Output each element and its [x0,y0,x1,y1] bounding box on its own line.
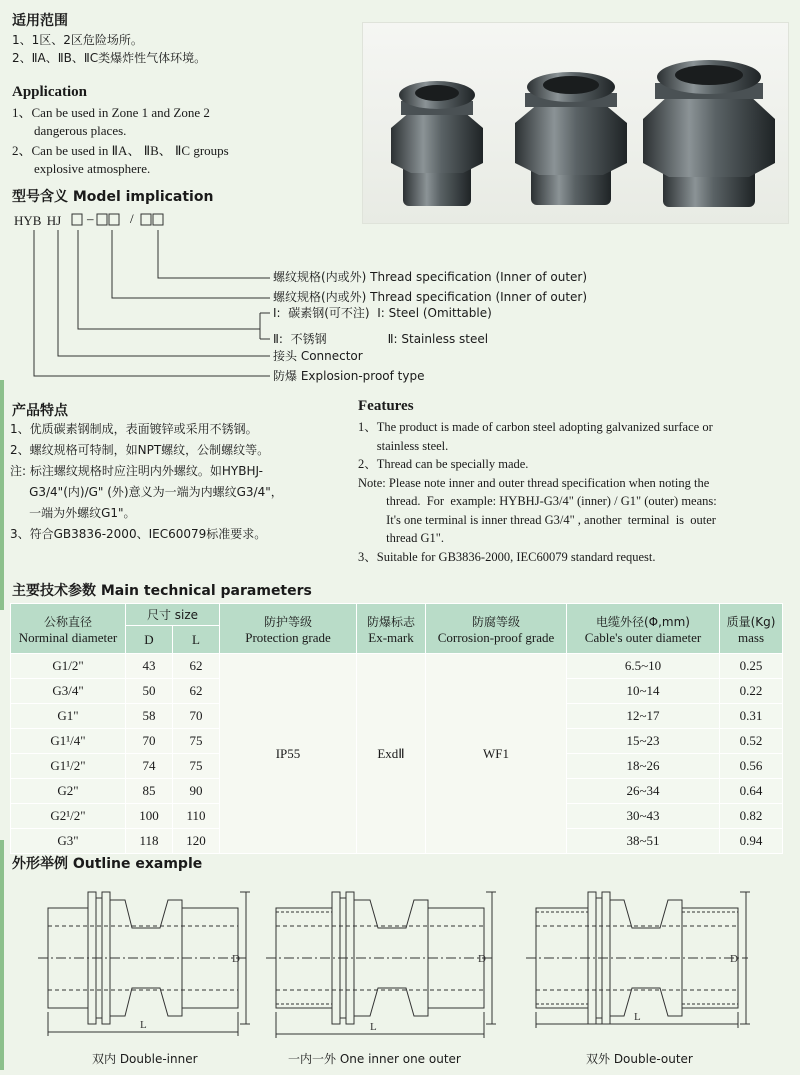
outline-title: 外形举例 Outline example [12,856,203,872]
cell-l: 75 [173,729,220,754]
application-cn-title: 适用范围 [12,13,68,29]
cell-l: 110 [173,804,220,829]
header-exmark-cn: 防爆标志 [366,614,415,629]
table-row [11,654,783,679]
caption-double-outer: 双外 Double-outer [586,1052,693,1066]
model-line: Ⅰ: 碳素钢(可不注) Ⅰ: Steel (Omittable) [273,306,492,320]
cell-mass: 0.94 [720,829,783,854]
cell-cable: 26~34 [567,779,720,804]
cell-cable: 10~14 [567,679,720,704]
features-cn-line: 1、优质碳素钢制成，表面镀锌或采用不锈钢。 [10,422,258,436]
cell-nominal: G1¹/2" [11,754,126,779]
features-en-list [358,418,788,566]
cell-l: 62 [173,679,220,704]
cell-nominal: G3" [11,829,126,854]
features-en-line: stainless steel. [358,438,449,453]
features-cn-list [10,420,350,543]
dim-d-label: D [232,953,240,965]
cell-l: 62 [173,654,220,679]
code-slash: / [130,211,134,226]
cell-mass: 0.22 [720,679,783,704]
params-title: 主要技术参数 Main technical parameters [12,583,312,599]
cell-d: 118 [126,829,173,854]
cell-nominal: G1" [11,704,126,729]
header-nominal-cn: 公称直径 [43,614,92,629]
product-photo [362,22,789,224]
features-cn-line: 注: 标注螺纹规格时应注明内外螺纹。如HYBHJ- [10,464,263,478]
code-hj: HJ [46,213,62,228]
cell-d: 74 [126,754,173,779]
dim-l-label: L [370,1021,377,1033]
cell-d: 70 [126,729,173,754]
col-l: L [173,626,220,654]
application-en-title: Application [12,84,88,100]
application-en-item: 1、Can be used in Zone 1 and Zone 2 [12,105,210,120]
features-cn-line: 2、螺纹规格可特制，如NPT螺纹，公制螺纹等。 [10,443,270,457]
header-mass-cn: 质量(Kg) [726,614,776,629]
cell-cable: 30~43 [567,804,720,829]
model-line: 螺纹规格(内或外) Thread specification (Inner of outer) [273,290,588,304]
caption-inner-outer: 一内一外 One inner one outer [288,1052,461,1066]
cell-nominal: G1/2" [11,654,126,679]
dim-l-label: L [634,1011,641,1023]
code-box [109,214,119,225]
features-en-line: thread G1". [358,531,444,545]
cell-nominal: G1¹/4" [11,729,126,754]
cell-l: 90 [173,779,220,804]
features-en-line: Note: Please note inner and outer thread specification when noting the [358,475,710,490]
cell-mass: 0.31 [720,704,783,729]
cell-exmark: ExdⅡ [357,654,426,854]
col-cable [567,604,720,654]
accent-bar [0,380,4,610]
header-corrosion-cn: 防腐等级 [471,614,520,629]
cell-cable: 6.5~10 [567,654,720,679]
cell-mass: 0.64 [720,779,783,804]
features-en-title: Features [358,398,414,414]
header-cable-en: Cable's outer diameter [584,629,702,645]
cell-d: 58 [126,704,173,729]
cell-mass: 0.56 [720,754,783,779]
fitting-medium [515,72,627,205]
application-cn-item: 2、ⅡA、ⅡB、ⅡC类爆炸性气体环境。 [12,51,207,65]
header-protection-cn: 防护等级 [263,614,312,629]
cell-mass: 0.82 [720,804,783,829]
col-size [126,604,220,626]
dim-d-label: D [730,953,738,965]
col-protection [220,604,357,654]
header-mass-en: mass [738,629,764,645]
cell-mass: 0.52 [720,729,783,754]
application-en-item: explosive atmosphere. [34,161,151,176]
application-en-item: dangerous places. [34,123,127,138]
code-prefix: HYB [14,213,42,228]
params-table [10,603,783,854]
features-en-line: 1、The product is made of carbon steel adopting galvanized surface or [358,420,713,434]
cell-cable: 38~51 [567,829,720,854]
features-en-line: thread. For example: HYBHJ-G3/4" (inner) / G1" (outer) means: [358,494,717,508]
code-box [72,214,82,225]
cell-cable: 18~26 [567,754,720,779]
header-size: 尺寸 size [146,607,199,622]
features-cn-title: 产品特点 [12,403,68,419]
cell-d: 100 [126,804,173,829]
cell-corrosion: WF1 [426,654,567,854]
cell-d: 85 [126,779,173,804]
features-cn-line: 一端为外螺纹G1"。 [10,506,136,520]
code-box [97,214,107,225]
features-en-line: 3、Suitable for GB3836-2000, IEC60079 standard request. [358,549,656,564]
model-title: 型号含义 Model implication [12,189,214,205]
cell-d: 50 [126,679,173,704]
fitting-small [391,81,483,206]
header-cable-cn: 电缆外径(Φ,mm) [595,614,690,629]
cell-nominal: G2" [11,779,126,804]
application-cn-item: 1、1区、2区危险场所。 [12,33,143,47]
col-nominal [11,604,126,654]
cell-l: 70 [173,704,220,729]
cell-nominal: G3/4" [11,679,126,704]
model-line: 螺纹规格(内或外) Thread specification (Inner of outer) [273,270,588,284]
dim-d-label: D [478,953,486,965]
code-box [141,214,151,225]
outline-inner-outer [266,892,496,1038]
dim-l-label: L [140,1019,147,1031]
features-cn-line: 3、符合GB3836-2000、IEC60079标准要求。 [10,527,267,541]
col-corrosion [426,604,567,654]
features-en-line: It's one terminal is inner thread G3/4" , another terminal is outer [358,512,716,527]
header-protection-en: Protection grade [245,629,331,645]
fittings-image [363,23,788,223]
cell-protection: IP55 [220,654,357,854]
model-line: 防爆 Explosion-proof type [273,369,425,383]
features-cn-line: G3/4"(内)/G" (外)意义为一端为内螺纹G3/4"， [10,485,283,499]
caption-double-inner: 双内 Double-inner [92,1052,198,1066]
header-corrosion-en: Corrosion-proof grade [437,629,555,645]
features-en-line: 2、Thread can be specially made. [358,457,529,471]
cell-d: 43 [126,654,173,679]
outline-double-outer [526,892,750,1028]
cell-mass: 0.25 [720,654,783,679]
outline-double-inner [38,892,250,1036]
header-nominal-en: Norminal diameter [18,629,118,645]
model-line: Ⅱ: 不锈钢 Ⅱ: Stainless steel [273,332,489,346]
cell-l: 120 [173,829,220,854]
model-line: 接头 Connector [273,349,363,363]
outline-drawings [0,878,800,1048]
code-dash: – [87,211,94,226]
cell-nominal: G2¹/2" [11,804,126,829]
cell-cable: 15~23 [567,729,720,754]
cell-l: 75 [173,754,220,779]
cell-cable: 12~17 [567,704,720,729]
fitting-large [643,60,775,207]
code-box [153,214,163,225]
col-exmark [357,604,426,654]
header-exmark-en: Ex-mark [368,629,414,645]
col-mass [720,604,783,654]
application-en-item: 2、Can be used in ⅡA、 ⅡB、 ⅡC groups [12,143,229,158]
col-d: D [126,626,173,654]
